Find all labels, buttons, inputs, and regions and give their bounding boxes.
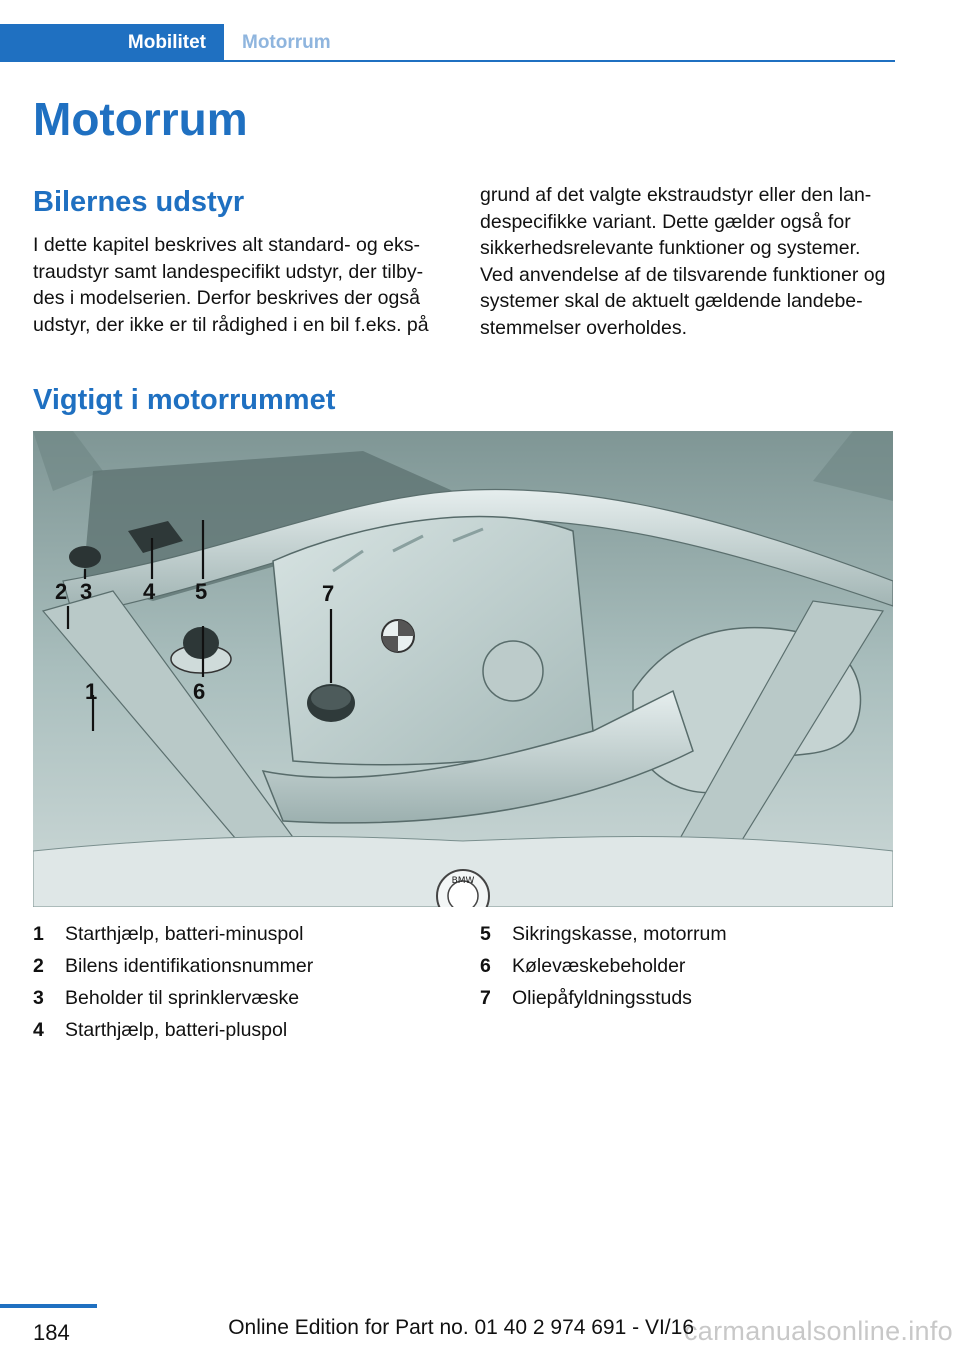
callout-6: 6 (193, 679, 206, 704)
tab-motorrum[interactable]: Motorrum (242, 32, 331, 53)
legend-number: 5 (480, 923, 491, 945)
callout-4: 4 (143, 579, 156, 604)
legend-item (33, 950, 453, 982)
legend-number: 2 (33, 955, 44, 977)
text-line: I dette kapitel beskrives alt standard- og eks‐ (33, 234, 420, 256)
text-line: udstyr, der ikke er til rådighed i en bil f.eks. på (33, 313, 429, 336)
legend-text: Starthjælp, batteri-pluspol (65, 1019, 288, 1041)
legend-item (480, 982, 900, 1014)
legend-text: Kølevæskebeholder (512, 955, 686, 977)
text-line: grund af det valgte ekstraudstyr eller den lan‐ (480, 184, 872, 206)
page-title: Motorrum (33, 93, 248, 145)
text-line: Ved anvendelse af de tilsvarende funktioner og (480, 263, 886, 286)
page-number: 184 (33, 1320, 70, 1345)
header-divider (224, 60, 895, 62)
text-line: sikkerhedsrelevante funktioner og systemer. (480, 237, 861, 259)
legend-item (480, 918, 900, 950)
tab-mobilitet[interactable]: Mobilitet (0, 24, 224, 62)
legend-number: 6 (480, 955, 491, 977)
legend-number: 1 (33, 923, 44, 945)
legend-text: Oliepåfyldningsstuds (512, 987, 692, 1009)
text-line: des i modelserien. Derfor beskrives der også (33, 287, 420, 309)
legend-text: Beholder til sprinklervæske (65, 987, 300, 1009)
legend-item (33, 1014, 453, 1046)
engine-bay-illustration (33, 431, 893, 907)
text-line: stemmelser overholdes. (480, 316, 687, 339)
text-line: traudstyr samt landespecifikt udstyr, der tilby‐ (33, 260, 424, 283)
edition-note: Online Edition for Part no. 01 40 2 974 691 - VI/16 (228, 1316, 694, 1339)
watermark: carmanualsonline.info (684, 1316, 953, 1346)
legend-text: Bilens identifikationsnummer (65, 955, 314, 977)
callout-5: 5 (195, 579, 208, 604)
legend-item (33, 918, 453, 950)
legend-number: 3 (33, 987, 44, 1009)
section-heading-motorrum: Vigtigt i motorrummet (33, 384, 336, 416)
callout-2: 2 (55, 579, 68, 604)
callout-3: 3 (80, 579, 93, 604)
legend-number: 4 (33, 1019, 44, 1041)
legend-item (480, 950, 900, 982)
text-line: despecifikke variant. Dette gælder også for (480, 210, 851, 233)
paragraph-right (480, 182, 898, 341)
legend-text: Starthjælp, batteri-minuspol (65, 923, 304, 945)
legend-number: 7 (480, 987, 491, 1009)
header-bar (0, 24, 895, 62)
callout-7: 7 (322, 581, 335, 606)
callout-1: 1 (85, 679, 98, 704)
legend-column-right (480, 918, 900, 1014)
legend-text: Sikringskasse, motorrum (512, 923, 727, 945)
paragraph-left (33, 232, 448, 338)
text-line: systemer skal de aktuelt gældende landebe‐ (480, 290, 863, 312)
footer-rule (0, 1304, 97, 1308)
legend-column-left (33, 918, 453, 1046)
engine-bay-drawing (33, 431, 893, 907)
front-emblem-text: BMW (451, 876, 475, 886)
legend-item (33, 982, 453, 1014)
section-heading-udstyr: Bilernes udstyr (33, 186, 245, 218)
